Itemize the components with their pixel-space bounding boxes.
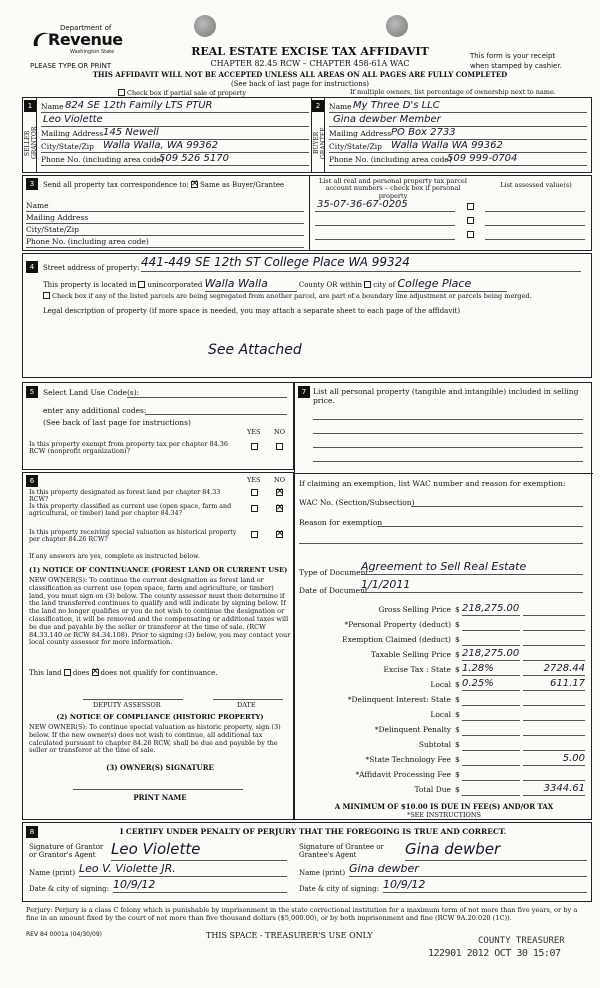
personal-property-checkbox-1[interactable] [467, 203, 474, 210]
fee-label: Excise Tax : State [383, 665, 451, 674]
fee-row [295, 693, 593, 708]
reason-input[interactable] [377, 517, 583, 527]
fee-value[interactable] [462, 753, 520, 766]
s3-mail-label: Mailing Address [26, 213, 89, 222]
seller-name-label: Name [41, 102, 64, 111]
doc-date-value[interactable]: 1/1/2011 [361, 579, 583, 593]
fee-label: *Personal Property (deduct) [344, 620, 451, 629]
s3-phone-label: Phone No. (including area code) [26, 237, 149, 246]
fee-currency: $ [455, 710, 460, 719]
buyer-mail[interactable]: PO Box 2733 [391, 127, 456, 138]
grantor-date-label: Date & city of signing: [29, 885, 110, 893]
fee-amount[interactable] [523, 738, 585, 751]
if-any-yes: If any answers are yes, complete as instructed below. [29, 553, 200, 560]
partial-sale-label: Check box if partial sale of property [127, 89, 247, 97]
seller-city-label: City/State/Zip [41, 142, 94, 151]
does-label: does [72, 669, 90, 677]
county-value[interactable]: Walla Walla [205, 278, 297, 292]
fee-label: Gross Selling Price [378, 605, 451, 614]
fee-amount[interactable] [523, 723, 585, 736]
receipt-line2: when stamped by cashier. [470, 62, 562, 70]
fee-row [295, 678, 593, 693]
segregated-checkbox[interactable] [43, 292, 50, 299]
fee-currency: $ [455, 695, 460, 704]
fee-amount[interactable]: 3344.61 [523, 783, 585, 796]
fee-value[interactable]: 218,275.00 [462, 648, 520, 659]
personal-property-checkbox-3[interactable] [467, 231, 474, 238]
fee-label: Local [430, 710, 451, 719]
grantee-signature-label: Signature of Grantee or Grantee's Agent [299, 843, 384, 860]
forest-no-checkbox[interactable] [276, 489, 283, 496]
located-row [43, 278, 507, 292]
seller-block [41, 101, 309, 166]
same-as-buyer-label: Same as Buyer/Grantee [200, 181, 285, 189]
grantee-print-label: Name (print) [299, 869, 346, 877]
section-7 [294, 382, 592, 820]
fee-amount[interactable] [523, 618, 585, 631]
personal-property-line-1[interactable] [313, 419, 583, 420]
section-8-number: 8 [26, 826, 38, 838]
fee-row [295, 738, 593, 753]
grantee-date-label: Date & city of signing: [299, 885, 380, 893]
fee-value[interactable]: 0.25% [462, 678, 520, 691]
personal-property-checkbox-2[interactable] [467, 217, 474, 224]
fee-currency: $ [455, 785, 460, 794]
assessed-value-3[interactable] [485, 228, 585, 240]
grantor-print-label: Name (print) [29, 869, 76, 877]
fee-row [295, 783, 593, 798]
type-print: PLEASE TYPE OR PRINT [30, 62, 112, 70]
fee-row [295, 768, 593, 783]
notice-compliance-body: NEW OWNER(S): To continue special valuation as historic property, sign (3) below. If the new owner(s) does not wish to continue, all additional tax calculated pursuant to chapter 84.26 RCW, shall be due and payable by the seller or transferor at the time of sale. [29, 723, 281, 755]
fee-currency: $ [455, 725, 460, 734]
fee-amount[interactable] [523, 708, 585, 721]
fee-value[interactable] [462, 738, 520, 751]
fee-currency: $ [455, 665, 460, 674]
grantee-signature[interactable]: Gina dewber [405, 841, 587, 861]
partial-sale-checkbox[interactable] [118, 89, 125, 96]
fee-amount[interactable] [523, 768, 585, 781]
fee-row [295, 603, 593, 618]
punch-hole-left [194, 15, 216, 37]
receipt-line1: This form is your receipt [470, 52, 556, 60]
notice-compliance-title: (2) NOTICE OF COMPLIANCE (HISTORIC PROPERTY) [56, 713, 264, 721]
seller-city[interactable]: Walla Walla, WA 99362 [103, 140, 219, 151]
same-as-buyer-checkbox[interactable] [191, 181, 198, 188]
forest-question: Is this property designated as forest land per chapter 84.33 RCW? [29, 489, 221, 504]
fee-currency: $ [455, 605, 460, 614]
assessed-value-2[interactable] [485, 214, 585, 226]
fee-amount[interactable] [523, 693, 585, 706]
additional-codes-label: enter any additional codes: [43, 406, 147, 415]
this-land-label: This land [29, 669, 62, 677]
section-2-number: 2 [312, 100, 324, 112]
fee-label: *State Technology Fee [365, 755, 451, 764]
street-address[interactable]: 441-449 SE 12th ST College Place WA 99324 [141, 256, 581, 272]
land-use-see-back: (See back of last page for instructions) [43, 418, 191, 427]
fee-value[interactable] [462, 693, 520, 706]
segregated-label: Check box if any of the listed parcels are being segregated from another parcel, are part of a boundary line adjustment or parcels being merged. [52, 292, 532, 300]
fee-row [295, 753, 593, 768]
grantor-signature-label: Signature of Grantor or Grantor's Agent [29, 843, 104, 860]
assessed-value-1[interactable] [485, 200, 585, 212]
certify-text: I CERTIFY UNDER PENALTY OF PERJURY THAT THE FOREGOING IS TRUE AND CORRECT. [119, 827, 507, 836]
fee-amount[interactable] [523, 633, 585, 646]
city-value[interactable]: College Place [397, 278, 507, 292]
fee-value[interactable] [462, 768, 520, 781]
forest-yes-checkbox[interactable] [251, 489, 258, 496]
form-revision: REV 84 0001a (04/30/09) [26, 931, 102, 938]
fee-value[interactable]: 1.28% [462, 663, 520, 676]
s6-yes: YES [247, 476, 261, 484]
owner-signature-label: (3) OWNER(S) SIGNATURE [106, 763, 214, 772]
land-use-code-input[interactable] [127, 388, 287, 398]
wac-input[interactable] [411, 497, 583, 507]
print-name-label: PRINT NAME [133, 793, 187, 802]
s3-city-label: City/State/Zip [26, 225, 79, 234]
assessed-header: List assessed value(s) [500, 181, 572, 189]
segregated-row [43, 292, 532, 300]
s5-no: NO [274, 428, 286, 436]
form-chapter: CHAPTER 82.45 RCW – CHAPTER 458-61A WAC [210, 59, 410, 68]
current-use-yes-checkbox[interactable] [251, 505, 258, 512]
doc-type-value[interactable]: Agreement to Sell Real Estate [361, 561, 583, 575]
see-back-text: (See back of last page for instructions) [230, 80, 370, 88]
legal-description-label: Legal description of property (if more space is needed, you may attach a separate sheet to each page of the affidavit) [43, 307, 461, 315]
section-4 [22, 253, 592, 378]
historic-no-checkbox[interactable] [276, 531, 283, 538]
historic-yes-checkbox[interactable] [251, 531, 258, 538]
buyer-mail-label: Mailing Address [329, 129, 392, 138]
seller-name-2[interactable]: Leo Violette [43, 114, 103, 125]
buyer-side-label: BUYER GRANTEE [313, 127, 327, 159]
doc-date-label: Date of Document [299, 586, 368, 595]
fee-label: Taxable Selling Price [370, 650, 451, 659]
fee-currency: $ [455, 620, 460, 629]
fee-label: Local [430, 680, 451, 689]
personal-property-line-3[interactable] [313, 447, 583, 448]
fee-label: *Affidavit Processing Fee [355, 770, 451, 779]
section-1-number: 1 [24, 100, 36, 112]
fee-amount[interactable]: 2728.44 [523, 663, 585, 676]
buyer-name-1[interactable]: My Three D's LLC [353, 100, 440, 111]
notice-continuance-title: (1) NOTICE OF CONTINUANCE (FOREST LAND OR CURRENT USE) [29, 566, 288, 574]
section-4-number: 4 [26, 261, 38, 273]
fee-value[interactable] [462, 783, 520, 796]
grantee-print-name[interactable]: Gina dewber [349, 863, 587, 877]
section-5 [22, 382, 294, 470]
fee-value[interactable]: 218,275.00 [462, 603, 520, 614]
grantee-date[interactable]: 10/9/12 [383, 879, 587, 893]
fee-value[interactable] [462, 708, 520, 721]
street-label: Street address of property: [43, 264, 140, 272]
s3-name-label: Name [26, 201, 49, 210]
multiple-owners-note: If multiple owners, list percentage of ownership next to name. [350, 88, 556, 96]
send-correspondence [43, 181, 284, 189]
buyer-name-2[interactable]: Gina dewber Member [333, 114, 441, 125]
fee-amount[interactable] [523, 603, 585, 616]
treasurer-space: THIS SPACE - TREASURER'S USE ONLY [206, 931, 373, 940]
current-use-question: Is this property classified as current use (open space, farm and agricultural, or timber) land per chapter 84.34? [29, 503, 232, 518]
current-use-no-checkbox[interactable] [276, 505, 283, 512]
county-treasurer-stamp: COUNTY TREASURER [478, 936, 565, 946]
form-title: REAL ESTATE EXCISE TAX AFFIDAVIT [191, 45, 429, 58]
city-of-checkbox[interactable] [364, 281, 371, 288]
does-not-label: does not [100, 669, 131, 677]
unincorporated-checkbox[interactable] [138, 281, 145, 288]
fee-row [295, 663, 593, 678]
continuance-row [29, 669, 217, 677]
reason-line-2[interactable] [299, 543, 583, 544]
section-8 [22, 822, 592, 902]
fee-row [295, 708, 593, 723]
buyer-city-label: City/State/Zip [329, 142, 382, 151]
seller-mail-label: Mailing Address [41, 129, 104, 138]
seller-phone-label: Phone No. (including area code) [41, 155, 164, 164]
seller-mail[interactable]: 145 Newell [103, 127, 159, 138]
does-not-checkbox[interactable] [92, 669, 99, 676]
buyer-phone-label: Phone No. (including area code) [329, 155, 452, 164]
section-6-number: 6 [26, 475, 38, 487]
fee-currency: $ [455, 770, 460, 779]
fee-label: *Delinquent Penalty [374, 725, 451, 734]
grantor-signature[interactable]: Leo Violette [111, 841, 287, 861]
exempt-no-checkbox[interactable] [276, 443, 283, 450]
fee-currency: $ [455, 635, 460, 644]
perjury-notice: Perjury: Perjury is a class C felony which is punishable by imprisonment in the state correctional institution for a maximum term of not more than five years, or by a fine in an amount fixed by the court of not more than five thousand dollars ($5,000.00), or by both imprisonment and fine (RCW 9A.20.020 (1C)). [26, 906, 578, 923]
county-or-label: County OR [298, 281, 338, 289]
deputy-assessor-label: DEPUTY ASSESSOR [93, 701, 161, 709]
fee-currency: $ [455, 740, 460, 749]
fee-row [295, 618, 593, 633]
received-stamp: 122901 2012 OCT 30 15:07 [428, 948, 561, 959]
fee-amount[interactable]: 611.17 [523, 678, 585, 691]
fee-label: Exemption Claimed (deduct) [342, 635, 451, 644]
personal-property-line-4[interactable] [313, 461, 583, 462]
exempt-yes-checkbox[interactable] [251, 443, 258, 450]
parcel-number-2[interactable] [315, 214, 455, 226]
fee-amount[interactable] [523, 648, 585, 661]
legal-description-value[interactable]: See Attached [208, 342, 302, 358]
grantor-date[interactable]: 10/9/12 [113, 879, 287, 893]
section-1-2 [22, 97, 592, 173]
section-6 [22, 472, 294, 820]
date-label: DATE [237, 701, 256, 709]
warning-text: THIS AFFIDAVIT WILL NOT BE ACCEPTED UNLESS ALL AREAS ON ALL PAGES ARE FULLY COMPLETED [92, 70, 508, 79]
section-3-number: 3 [26, 178, 38, 190]
fee-row [295, 648, 593, 663]
fee-row [295, 633, 593, 648]
buyer-city[interactable]: Walla Walla WA 99362 [391, 140, 503, 151]
located-label: This property is located in [43, 281, 137, 289]
parcel-number-1[interactable]: 35-07-36-67-0205 [317, 199, 408, 210]
doc-type-label: Type of Document [299, 568, 369, 577]
notice-continuance-body: NEW OWNER(S): To continue the current designation as forest land or classification as current use (open space, farm and agriculture, or timber) land, you must sign on (3) below. The county assessor must then determine if the land transferred continues to qualify and will indicate by signing below. If the land no longer qualifies or you do not wish to continue the designation or classification, it will be removed and the compensating or additional taxes will be due and payable by the seller or transferor at the time of sale. (RCW 84.33.140 or RCW 84.34.108). Prior to signing (3) below, you may contact your local county assessor for more information. [29, 576, 291, 647]
dept-line3: Washington State [70, 49, 115, 55]
fee-amount[interactable]: 5.00 [523, 753, 585, 766]
wac-label: WAC No. (Section/Subsection) [299, 498, 415, 507]
within-label: within [339, 281, 362, 289]
exempt-question: Is this property exempt from property tax per chapter 84.36 RCW (nonprofit organization)? [29, 440, 229, 456]
parcel-header: List all real and personal property tax parcel account numbers – check box if personal property [319, 177, 467, 200]
fee-row [295, 723, 593, 738]
seller-phone[interactable]: 509 526 5170 [159, 153, 229, 164]
parcel-number-3[interactable] [315, 228, 455, 240]
dept-logo: Revenue [48, 30, 123, 49]
fee-label: Subtotal [418, 740, 451, 749]
seller-name-1[interactable]: 824 SE 12th Family LTS PTUR [65, 100, 213, 111]
reason-label: Reason for exemption [299, 518, 383, 527]
qualify-label: qualify for continuance. [132, 669, 218, 677]
see-instructions: *SEE INSTRUCTIONS [406, 811, 482, 819]
minimum-due: A MINIMUM OF $10.00 IS DUE IN FEE(S) AND/OR TAX [334, 802, 554, 811]
personal-property-label: List all personal property (tangible and intangible) included in selling price. [313, 387, 579, 405]
seller-side-label: SELLER GRANTOR [24, 126, 38, 160]
section-7-number: 7 [298, 386, 310, 398]
dept-line1: Department of [60, 24, 112, 32]
section-3 [22, 175, 592, 251]
land-use-title: Select Land Use Code(s): [43, 388, 140, 397]
s6-no: NO [274, 476, 286, 484]
buyer-phone[interactable]: 509 999-0704 [447, 153, 518, 164]
fee-currency: $ [455, 680, 460, 689]
personal-property-line-2[interactable] [313, 433, 583, 434]
fee-label: *Delinquent Interest: State [347, 695, 451, 704]
does-checkbox[interactable] [64, 669, 71, 676]
punch-hole-right [386, 15, 408, 37]
send-label: Send all property tax correspondence to: [43, 181, 189, 189]
section-5-number: 5 [26, 386, 38, 398]
unincorporated-label: unincorporated [147, 281, 203, 289]
fee-currency: $ [455, 650, 460, 659]
fee-value[interactable] [462, 618, 520, 631]
buyer-block [329, 101, 587, 166]
grantor-print-name[interactable]: Leo V. Violette JR. [79, 863, 287, 877]
exemption-label: If claiming an exemption, list WAC number and reason for exemption: [299, 479, 566, 488]
fee-label: Total Due [414, 785, 451, 794]
revenue-logo [30, 24, 130, 62]
s5-yes: YES [247, 428, 261, 436]
fee-value[interactable] [462, 633, 520, 646]
fee-currency: $ [455, 755, 460, 764]
fee-value[interactable] [462, 723, 520, 736]
city-of-label: city of [373, 281, 396, 289]
buyer-name-label: Name [329, 102, 352, 111]
additional-codes-input[interactable] [145, 405, 287, 415]
historic-question: Is this property receiving special valuation as historical property per chapter 84.26 RCW? [29, 529, 237, 544]
